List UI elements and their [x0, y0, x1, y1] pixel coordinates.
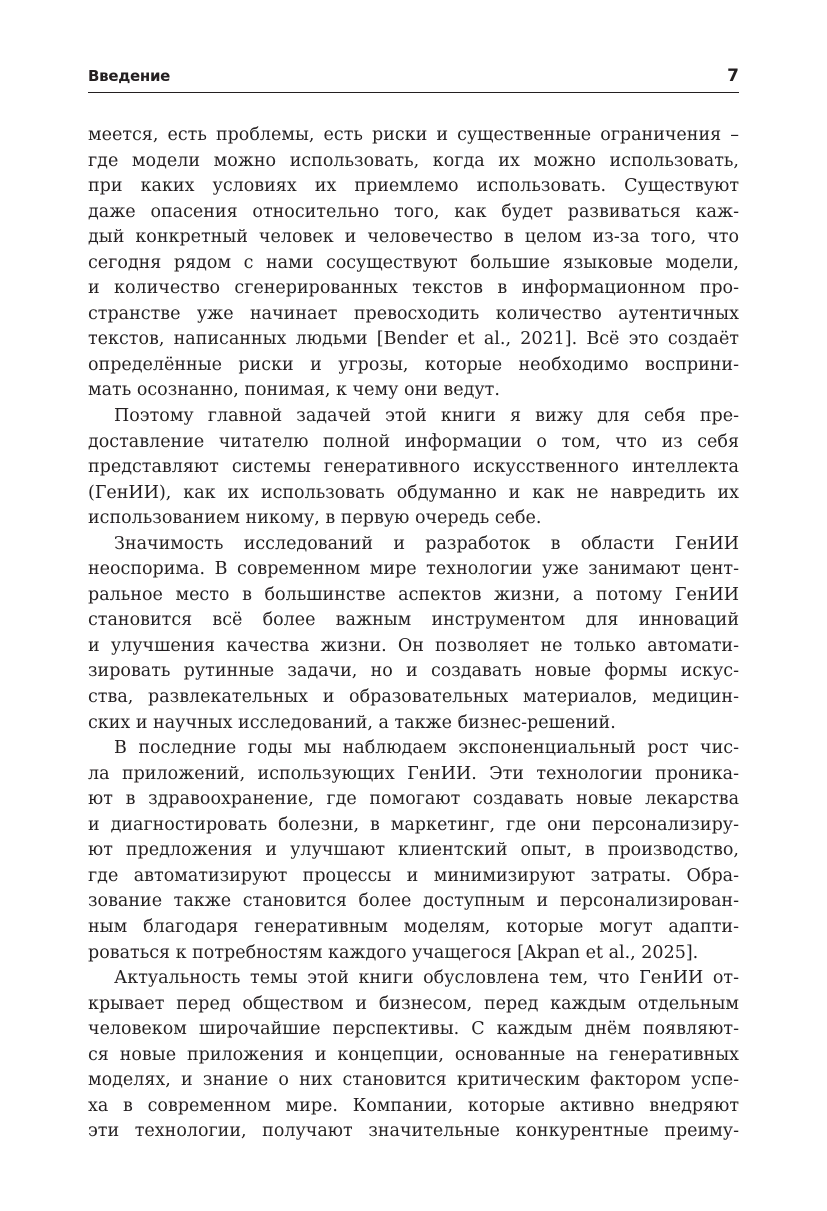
text-line: ют в здравоохранение, где помогают создавать новые лекарства: [88, 789, 739, 810]
text-line: роваться к потребностям каждого учащегося [Akpan et al., 2025].: [88, 942, 699, 963]
text-line: зование также становится более доступным и персонализирован-: [88, 891, 739, 912]
text-line: и диагностировать болезни, в маркетинг, где они персонализиру-: [88, 814, 739, 835]
text-line: мать осознанно, понимая, к чему они ведут.: [88, 380, 500, 401]
text-line: определённые риски и угрозы, которые необходимо восприни-: [88, 354, 739, 375]
text-line: при каких условиях их приемлемо использовать. Существуют: [88, 176, 739, 197]
text-line: и количество сгенерированных текстов в информационном про-: [88, 278, 739, 299]
text-line: Значимость исследований и разработок в области ГенИИ: [114, 533, 739, 554]
text-line: Актуальность темы этой книги обусловлена тем, что ГенИИ от-: [114, 968, 739, 989]
text-line: ют предложения и улучшают клиентский опыт, в производство,: [88, 840, 739, 861]
text-line: крывает перед обществом и бизнесом, перед каждым отдельным: [88, 993, 739, 1014]
text-line: ным благодаря генеративным моделям, которые могут адапти-: [88, 916, 739, 937]
text-line: доставление читателю полной информации о том, что из себя: [88, 431, 739, 452]
text-line: Поэтому главной задачей этой книги я вижу для себя пре-: [114, 406, 739, 427]
text-line: В последние годы мы наблюдаем экспоненциальный рост чис-: [114, 738, 739, 759]
text-line: ха в современном мире. Компании, которые активно внедряют: [88, 1095, 739, 1116]
paragraph: [88, 123, 739, 404]
text-line: ла приложений, использующих ГенИИ. Эти технологии проника-: [88, 763, 739, 784]
text-line: (ГенИИ), как их использовать обдуманно и как не навредить их: [88, 482, 739, 503]
paragraph: [88, 966, 739, 1145]
text-line: использованием никому, в первую очередь себе.: [88, 508, 542, 529]
text-line: человеком широчайшие перспективы. С каждым днём появляют-: [88, 1019, 739, 1040]
text-line: сегодня рядом с нами сосуществуют большие языковые модели,: [88, 252, 739, 273]
text-line: текстов, написанных людьми [Bender et al., 2021]. Всё это создаёт: [88, 329, 739, 350]
text-line: ся новые приложения и концепции, основанные на генеративных: [88, 1044, 739, 1065]
text-line: эти технологии, получают значительные конкурентные преиму-: [88, 1121, 739, 1142]
text-line: ских и научных исследований, а также бизнес-решений.: [88, 712, 616, 733]
body-text: [88, 123, 739, 1145]
page-number: 7: [727, 66, 739, 86]
text-line: где модели можно использовать, когда их можно использовать,: [88, 150, 739, 171]
text-line: зировать рутинные задачи, но и создавать новые формы искус-: [88, 661, 739, 682]
text-line: ства, развлекательных и образовательных материалов, медицин-: [88, 687, 739, 708]
text-line: моделях, и знание о них становится критическим фактором успе-: [88, 1070, 739, 1091]
text-line: дый конкретный человек и человечество в целом из-за того, что: [88, 227, 739, 248]
text-line: и улучшения качества жизни. Он позволяет не только автомати-: [88, 635, 739, 656]
text-line: становится всё более важным инструментом для инноваций: [88, 610, 739, 631]
text-line: неоспорима. В современном мире технологии уже занимают цент-: [88, 559, 739, 580]
paragraph: [88, 404, 739, 532]
text-line: ральное место в большинстве аспектов жизни, а потому ГенИИ: [88, 584, 739, 605]
running-header: [88, 66, 739, 93]
text-line: странстве уже начинает превосходить количество аутентичных: [88, 303, 739, 324]
paragraph: [88, 532, 739, 736]
text-line: даже опасения относительно того, как будет развиваться каж-: [88, 201, 739, 222]
paragraph: [88, 736, 739, 966]
text-line: где автоматизируют процессы и минимизируют затраты. Обра-: [88, 865, 739, 886]
text-line: меется, есть проблемы, есть риски и существенные ограничения –: [88, 125, 739, 145]
text-line: представляют системы генеративного искусственного интеллекта: [88, 457, 739, 478]
chapter-title: Введение: [88, 67, 171, 85]
